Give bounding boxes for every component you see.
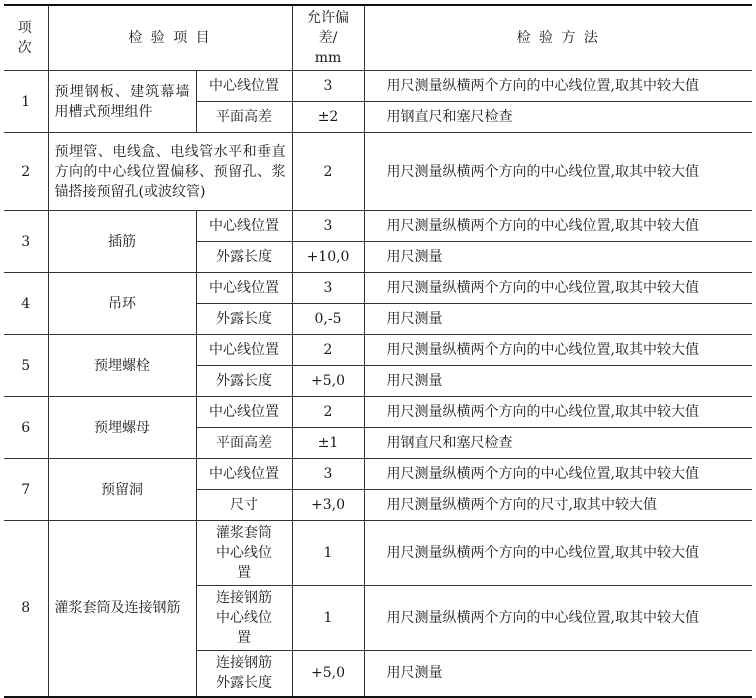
- inspection-table: [4, 4, 752, 698]
- inspection-method: 用钢直尺和塞尺检查: [364, 102, 752, 133]
- sub-item: 中心线位置: [196, 397, 292, 428]
- tolerance-value: +3,0: [292, 490, 364, 521]
- inspection-method: 用尺测量纵横两个方向的尺寸,取其中较大值: [364, 490, 752, 521]
- table-row: [4, 397, 752, 428]
- inspection-method: 用钢直尺和塞尺检查: [364, 428, 752, 459]
- row-number: 7: [4, 459, 48, 521]
- inspection-item: 预埋螺栓: [48, 335, 196, 397]
- inspection-item: 预埋管、电线盒、电线管水平和垂直方向的中心线位置偏移、预留孔、浆锚搭接预留孔(或波纹管): [48, 133, 292, 211]
- inspection-method: 用尺测量纵横两个方向的中心线位置,取其中较大值: [364, 397, 752, 428]
- inspection-item: 预埋钢板、建筑幕墙用槽式预埋组件: [48, 71, 196, 133]
- table-row: [4, 71, 752, 102]
- inspection-item: 预留洞: [48, 459, 196, 521]
- tolerance-value: ±1: [292, 428, 364, 459]
- row-number: 3: [4, 211, 48, 273]
- sub-item: 尺寸: [196, 490, 292, 521]
- row-number: 1: [4, 71, 48, 133]
- tolerance-value: 3: [292, 71, 364, 102]
- tolerance-value: +10,0: [292, 242, 364, 273]
- table-row: [4, 521, 752, 586]
- tolerance-value: 1: [292, 586, 364, 651]
- tolerance-value: ±2: [292, 102, 364, 133]
- sub-item: 中心线位置: [196, 273, 292, 304]
- sub-item: 中心线位置: [196, 459, 292, 490]
- table-row: [4, 335, 752, 366]
- tolerance-value: 3: [292, 211, 364, 242]
- inspection-method: 用尺测量: [364, 242, 752, 273]
- inspection-method: 用尺测量纵横两个方向的中心线位置,取其中较大值: [364, 335, 752, 366]
- header-row: [4, 5, 752, 71]
- sub-item: 中心线位置: [196, 335, 292, 366]
- sub-item: 中心线位置: [196, 71, 292, 102]
- inspection-item: 吊环: [48, 273, 196, 335]
- inspection-item: 灌浆套筒及连接钢筋: [48, 521, 196, 697]
- row-number: 8: [4, 521, 48, 697]
- tolerance-value: 1: [292, 521, 364, 586]
- tolerance-value: 3: [292, 459, 364, 490]
- table-row: [4, 211, 752, 242]
- tolerance-value: +5,0: [292, 366, 364, 397]
- sub-item: 中心线位置: [196, 211, 292, 242]
- sub-item: 外露长度: [196, 304, 292, 335]
- row-number: 2: [4, 133, 48, 211]
- table-row: [4, 459, 752, 490]
- inspection-item: 预埋螺母: [48, 397, 196, 459]
- inspection-method: 用尺测量: [364, 304, 752, 335]
- sub-item: 连接钢筋中心线位置: [196, 586, 292, 651]
- inspection-method: 用尺测量纵横两个方向的中心线位置,取其中较大值: [364, 459, 752, 490]
- header-item: 检 验 项 目: [48, 5, 292, 71]
- table-row: [4, 133, 752, 211]
- inspection-method: 用尺测量纵横两个方向的中心线位置,取其中较大值: [364, 211, 752, 242]
- inspection-method: 用尺测量纵横两个方向的中心线位置,取其中较大值: [364, 71, 752, 102]
- inspection-method: 用尺测量纵横两个方向的中心线位置,取其中较大值: [364, 586, 752, 651]
- inspection-method: 用尺测量: [364, 366, 752, 397]
- header-tolerance: [292, 5, 364, 71]
- tolerance-value: 2: [292, 335, 364, 366]
- inspection-item: 插筋: [48, 211, 196, 273]
- inspection-method: 用尺测量纵横两个方向的中心线位置,取其中较大值: [364, 273, 752, 304]
- row-number: 4: [4, 273, 48, 335]
- sub-item: 连接钢筋外露长度: [196, 651, 292, 697]
- table-row: [4, 273, 752, 304]
- tolerance-value: +5,0: [292, 651, 364, 697]
- inspection-method: 用尺测量纵横两个方向的中心线位置,取其中较大值: [364, 133, 752, 211]
- tolerance-value: 3: [292, 273, 364, 304]
- header-method: 检 验 方 法: [364, 5, 752, 71]
- inspection-method: 用尺测量: [364, 651, 752, 697]
- sub-item: 外露长度: [196, 242, 292, 273]
- tolerance-value: 0,-5: [292, 304, 364, 335]
- header-no: 项次: [4, 5, 48, 71]
- tolerance-value: 2: [292, 133, 364, 211]
- sub-item: 平面高差: [196, 428, 292, 459]
- header-tolerance-line2: mm: [314, 50, 342, 66]
- sub-item: 外露长度: [196, 366, 292, 397]
- row-number: 6: [4, 397, 48, 459]
- sub-item: 平面高差: [196, 102, 292, 133]
- tolerance-value: 2: [292, 397, 364, 428]
- row-number: 5: [4, 335, 48, 397]
- sub-item: 灌浆套筒中心线位置: [196, 521, 292, 586]
- inspection-method: 用尺测量纵横两个方向的中心线位置,取其中较大值: [364, 521, 752, 586]
- header-tolerance-line1: 允许偏差/: [307, 10, 350, 46]
